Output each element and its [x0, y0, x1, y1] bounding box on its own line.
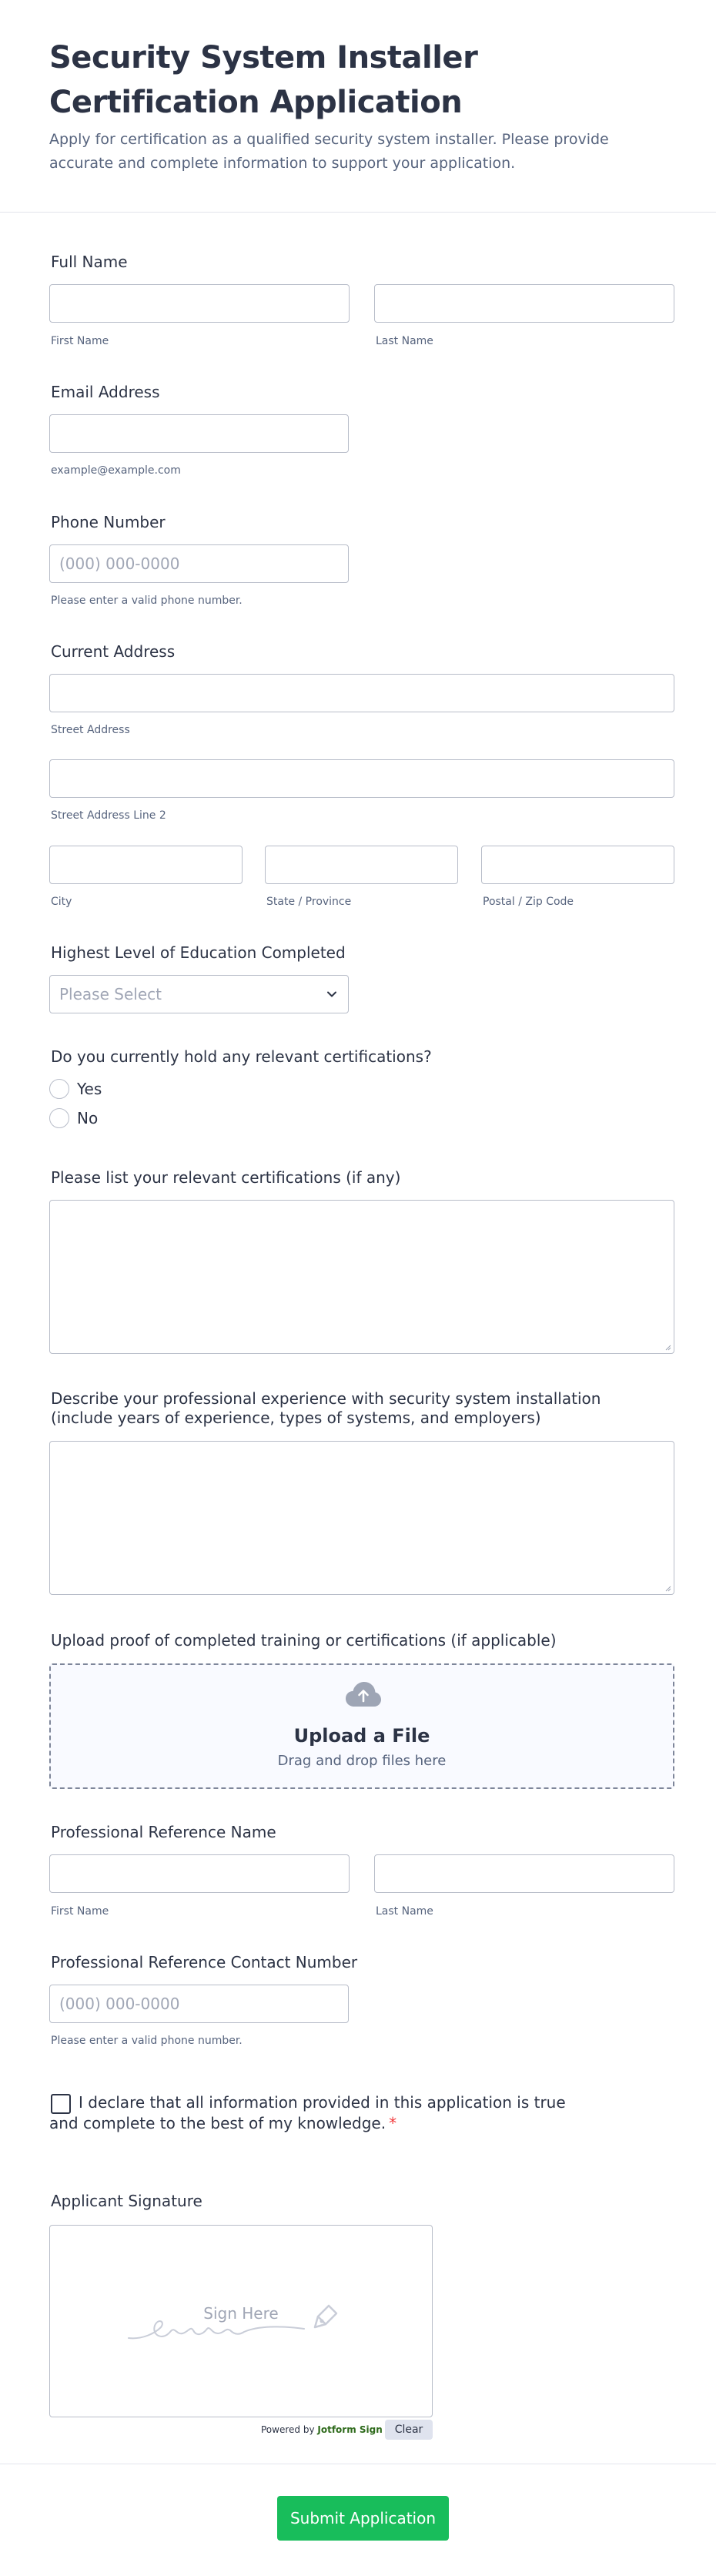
education-label: Highest Level of Education Completed: [51, 943, 346, 962]
chevron-down-icon: [326, 989, 337, 1000]
reference-last-name-input[interactable]: [374, 1854, 674, 1893]
last-name-sublabel: Last Name: [376, 335, 433, 347]
radio-option-yes[interactable]: [49, 1079, 102, 1099]
resize-handle-icon[interactable]: [664, 1343, 671, 1351]
certifications-question-label: Do you currently hold any relevant certifications?: [51, 1047, 432, 1066]
education-selected-value: Please Select: [59, 985, 162, 1003]
cloud-upload-icon: [345, 1680, 382, 1710]
consent-label: [49, 2092, 573, 2134]
reference-phone-sublabel: Please enter a valid phone number.: [51, 2035, 243, 2047]
street-address-input[interactable]: [49, 674, 674, 712]
reference-first-name-sublabel: First Name: [51, 1905, 109, 1918]
form-description: Apply for certification as a qualified security system installer. Please provide accurate and complete information to support your application.: [49, 131, 609, 172]
submit-button[interactable]: Submit Application: [277, 2496, 449, 2541]
form-title: Security System Installer Certification Application: [49, 40, 478, 120]
email-label: Email Address: [51, 383, 160, 401]
city-sublabel: City: [51, 896, 72, 908]
reference-phone-label: Professional Reference Contact Number: [51, 1953, 358, 1971]
reference-last-name-sublabel: Last Name: [376, 1905, 433, 1918]
full-name-label: Full Name: [51, 253, 128, 271]
radio-yes[interactable]: [49, 1079, 69, 1099]
clear-signature-button[interactable]: Clear: [385, 2420, 433, 2440]
required-mark: *: [389, 2114, 397, 2132]
signature-pad[interactable]: [49, 2225, 433, 2417]
phone-sublabel: Please enter a valid phone number.: [51, 595, 243, 607]
upload-label: Upload proof of completed training or certifications (if applicable): [51, 1631, 557, 1650]
state-input[interactable]: [265, 846, 458, 884]
street-address-sublabel: Street Address: [51, 724, 130, 736]
state-sublabel: State / Province: [266, 896, 352, 908]
address-label: Current Address: [51, 642, 176, 661]
sign-here-placeholder: Sign Here: [203, 2304, 279, 2323]
zip-sublabel: Postal / Zip Code: [483, 896, 574, 908]
phone-input[interactable]: (000) 000-0000: [49, 544, 349, 583]
email-sublabel: example@example.com: [51, 464, 181, 477]
zip-input[interactable]: [481, 846, 674, 884]
reference-phone-input[interactable]: (000) 000-0000: [49, 1985, 349, 2023]
education-select[interactable]: [49, 975, 349, 1013]
radio-no-label: No: [77, 1109, 99, 1127]
file-upload-dropzone[interactable]: [49, 1663, 674, 1789]
radio-option-no[interactable]: [49, 1108, 98, 1128]
upload-title: Upload a File: [293, 1725, 430, 1747]
powered-prefix: Powered by: [261, 2424, 315, 2435]
street-address-2-sublabel: Street Address Line 2: [51, 809, 166, 822]
phone-label: Phone Number: [51, 513, 166, 531]
first-name-sublabel: First Name: [51, 335, 109, 347]
email-input[interactable]: [49, 414, 349, 453]
radio-yes-label: Yes: [77, 1080, 102, 1098]
certifications-textarea[interactable]: [49, 1200, 674, 1354]
jotform-sign-link[interactable]: Jotform Sign: [317, 2424, 383, 2435]
first-name-input[interactable]: [49, 284, 350, 323]
upload-subtitle: Drag and drop files here: [277, 1753, 447, 1769]
experience-label: Describe your professional experience with security system installation (include years of experience, types of systems, and employers): [51, 1389, 601, 1427]
header-divider: [0, 212, 716, 213]
city-input[interactable]: [49, 846, 243, 884]
reference-first-name-input[interactable]: [49, 1854, 350, 1893]
reference-name-label: Professional Reference Name: [51, 1823, 276, 1841]
radio-no[interactable]: [49, 1108, 69, 1128]
experience-textarea[interactable]: [49, 1441, 674, 1595]
last-name-input[interactable]: [374, 284, 674, 323]
street-address-2-input[interactable]: [49, 759, 674, 798]
signature-label: Applicant Signature: [51, 2192, 202, 2210]
certifications-list-label: Please list your relevant certifications (if any): [51, 1168, 401, 1187]
resize-handle-icon[interactable]: [664, 1584, 671, 1592]
consent-text: I declare that all information provided in this application is true and complete to the best of my knowledge.: [49, 2093, 566, 2132]
form-header: [49, 35, 665, 176]
powered-by-text: [261, 2423, 383, 2437]
